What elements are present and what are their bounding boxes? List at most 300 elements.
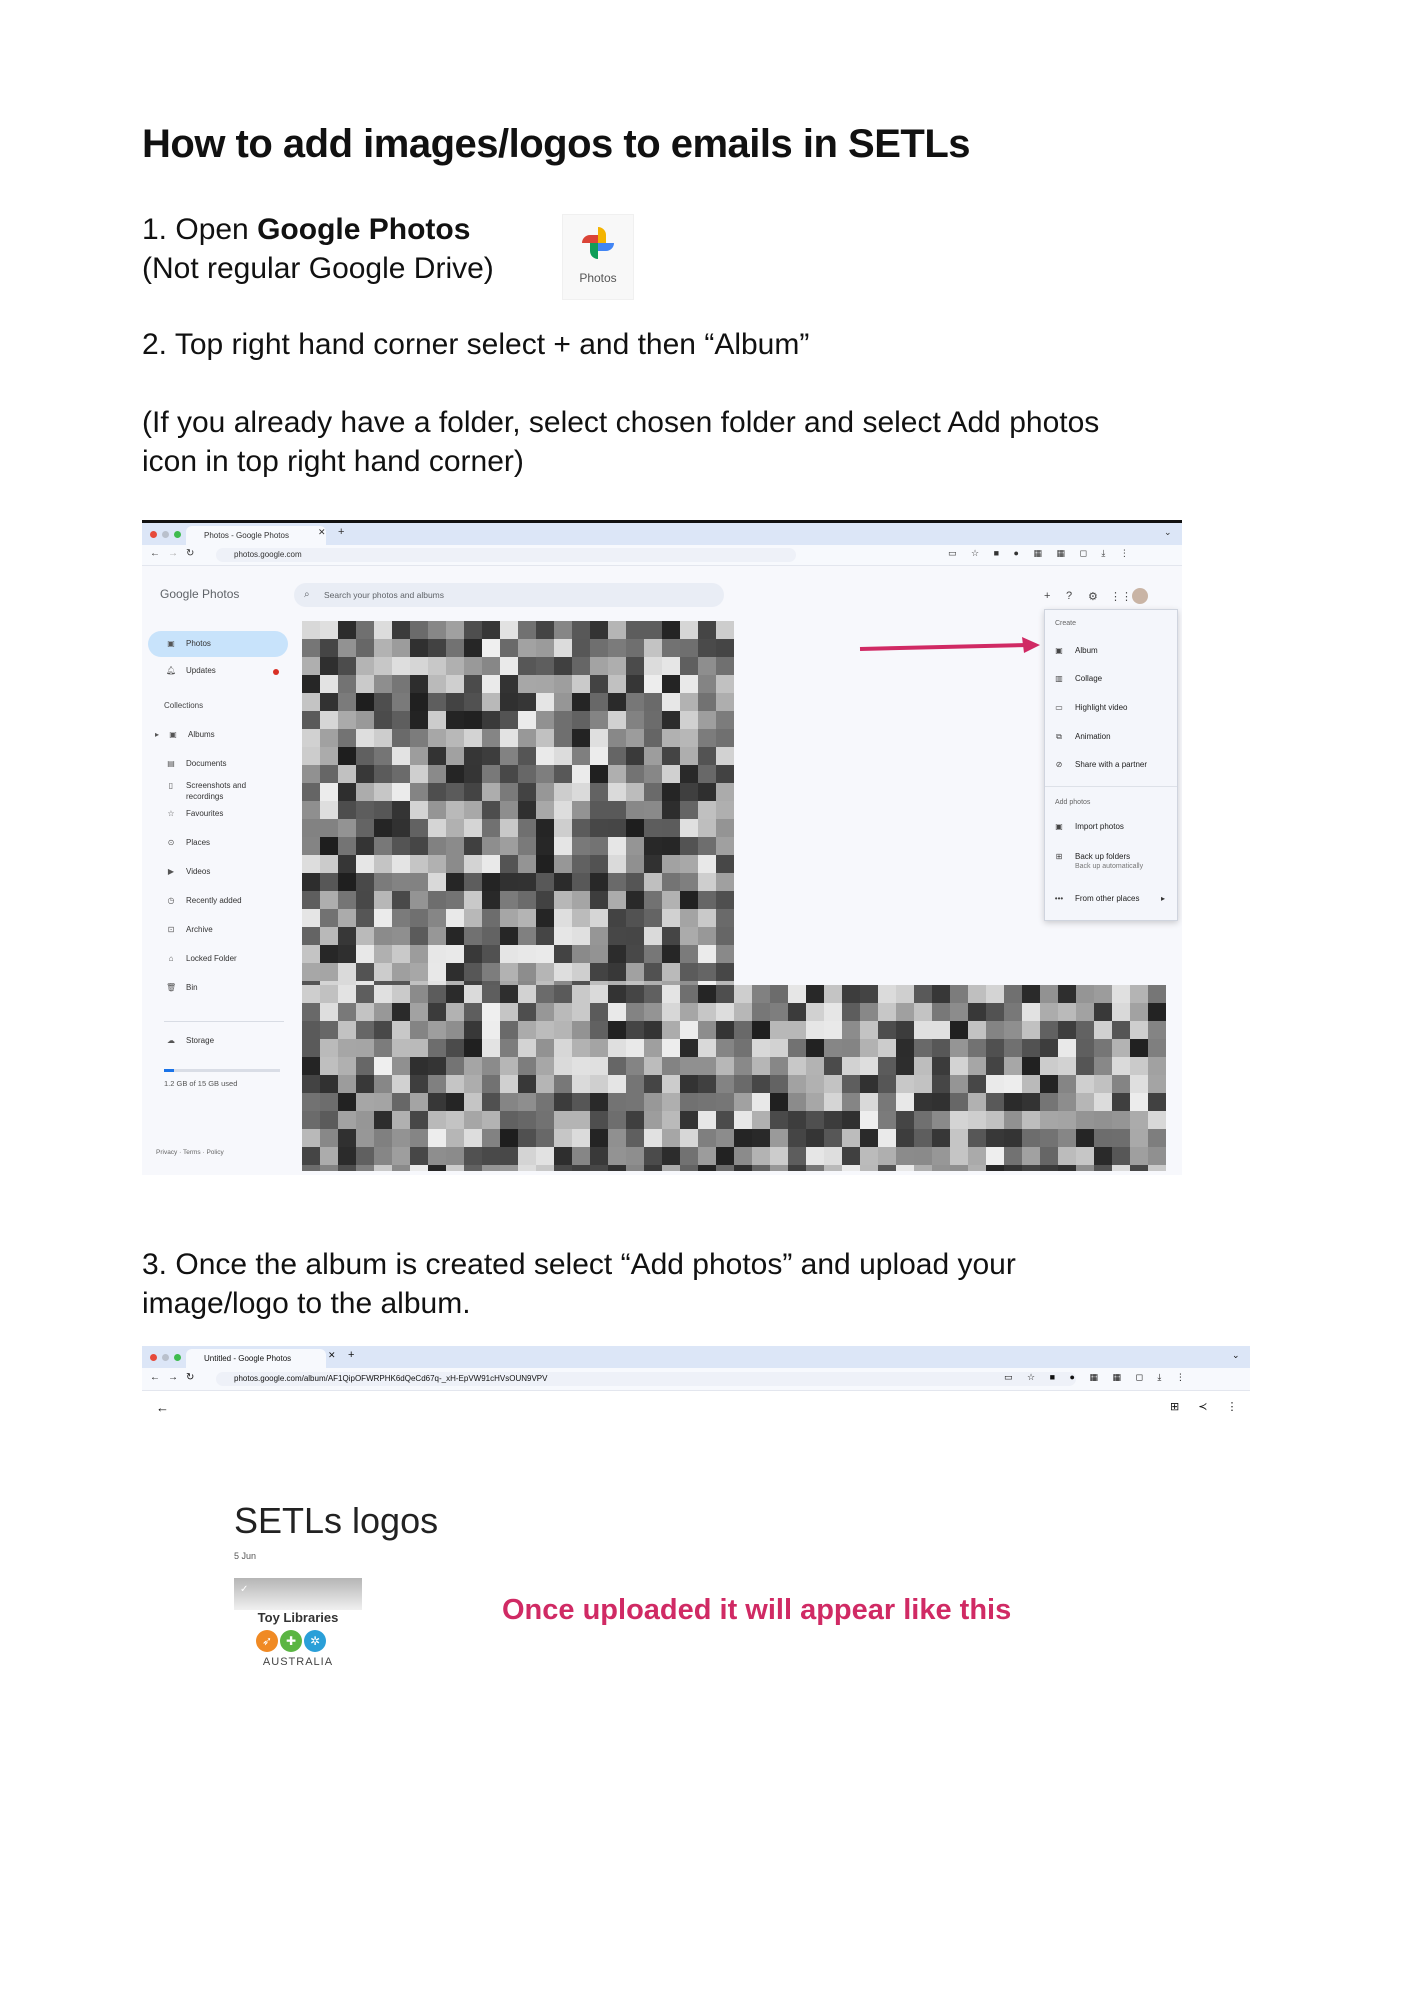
mosaic-tile: [950, 1129, 968, 1147]
mosaic-tile: [626, 801, 644, 819]
mosaic-tile: [698, 891, 716, 909]
mosaic-tile: [932, 1093, 950, 1111]
apps-grid-icon[interactable]: ⋮⋮: [1110, 591, 1132, 603]
mosaic-tile: [662, 783, 680, 801]
mosaic-tile: [374, 711, 392, 729]
mosaic-tile: [860, 1165, 878, 1171]
mosaic-tile: [446, 639, 464, 657]
mosaic-tile: [554, 639, 572, 657]
mosaic-tile: [392, 819, 410, 837]
mosaic-tile: [932, 1057, 950, 1075]
mosaic-tile: [410, 1111, 428, 1129]
mosaic-tile: [374, 909, 392, 927]
mosaic-tile: [464, 1057, 482, 1075]
mosaic-tile: [626, 747, 644, 765]
mosaic-tile: [572, 1129, 590, 1147]
mosaic-tile: [356, 909, 374, 927]
close-window-dot[interactable]: [150, 531, 157, 538]
mosaic-tile: [626, 711, 644, 729]
mosaic-tile: [464, 711, 482, 729]
browser-toolbar-icons[interactable]: ▭ ☆ ■ ● ▦ ▦ ◻ ⤓ ⋮: [948, 548, 1135, 558]
mosaic-tile: [428, 1111, 446, 1129]
mosaic-tile: [1130, 1129, 1148, 1147]
mosaic-tile: [392, 765, 410, 783]
mosaic-tile: [1040, 1111, 1058, 1129]
mosaic-tile: [572, 639, 590, 657]
sidebar-item-locked-folder[interactable]: [166, 954, 237, 963]
mosaic-tile: [698, 675, 716, 693]
sidebar-item-videos[interactable]: [166, 867, 210, 876]
mosaic-tile: [590, 801, 608, 819]
mosaic-tile: [698, 1165, 716, 1171]
mosaic-tile: [464, 855, 482, 873]
sidebar-item-documents[interactable]: [166, 759, 226, 768]
mosaic-tile: [500, 783, 518, 801]
menu-item-album[interactable]: [1053, 646, 1098, 655]
mosaic-tile: [932, 985, 950, 1003]
mosaic-tile: [446, 801, 464, 819]
mosaic-tile: [788, 1021, 806, 1039]
mosaic-tile: [806, 1147, 824, 1165]
sidebar-item-favourites[interactable]: [166, 809, 223, 818]
mosaic-tile: [1148, 1075, 1166, 1093]
mosaic-tile: [608, 1093, 626, 1111]
mosaic-tile: [428, 855, 446, 873]
mosaic-tile: [410, 765, 428, 783]
mosaic-tile: [860, 1075, 878, 1093]
reload-icon[interactable]: ↻: [186, 1372, 195, 1383]
mosaic-tile: [626, 675, 644, 693]
mosaic-tile: [464, 963, 482, 981]
mosaic-tile: [716, 1075, 734, 1093]
mosaic-tile: [302, 945, 320, 963]
mosaic-tile: [392, 945, 410, 963]
mosaic-tile: [392, 657, 410, 675]
sidebar-item-archive[interactable]: [166, 925, 213, 934]
mosaic-tile: [320, 1003, 338, 1021]
mosaic-tile: [554, 747, 572, 765]
close-window-dot[interactable]: [150, 1354, 157, 1361]
mosaic-tile: [392, 747, 410, 765]
mosaic-tile: [374, 1039, 392, 1057]
settings-icon[interactable]: ⚙: [1088, 591, 1098, 603]
mosaic-tile: [824, 1129, 842, 1147]
mosaic-tile: [338, 747, 356, 765]
mosaic-tile: [1076, 1111, 1094, 1129]
maximize-window-dot[interactable]: [174, 1354, 181, 1361]
menu-item-collage[interactable]: [1053, 674, 1102, 683]
mosaic-tile: [302, 801, 320, 819]
footer-links[interactable]: Privacy · Terms · Policy: [156, 1149, 224, 1156]
mosaic-tile: [896, 1039, 914, 1057]
mosaic-tile: [374, 657, 392, 675]
sidebar-item-label: Updates: [186, 666, 216, 675]
menu-create-label: Create: [1055, 620, 1077, 627]
mosaic-tile: [662, 657, 680, 675]
mosaic-tile: [698, 639, 716, 657]
new-tab-icon[interactable]: +: [338, 526, 345, 538]
menu-item-share-partner[interactable]: [1053, 760, 1147, 769]
mosaic-tile: [590, 1039, 608, 1057]
mosaic-tile: [464, 1129, 482, 1147]
menu-item-highlight-video[interactable]: [1053, 703, 1127, 712]
mosaic-tile: [698, 711, 716, 729]
mosaic-tile: [716, 1165, 734, 1171]
archive-icon: ⊡: [167, 925, 175, 934]
mosaic-tile: [968, 985, 986, 1003]
album-actions-icons[interactable]: ⊞ ≺ ⋮: [1170, 1401, 1246, 1413]
menu-item-back-up-folders[interactable]: [1053, 852, 1143, 870]
mosaic-tile: [356, 1057, 374, 1075]
mosaic-tile: [788, 1057, 806, 1075]
mosaic-tile: [626, 873, 644, 891]
mosaic-tile: [374, 985, 392, 1003]
reload-icon[interactable]: ↻: [186, 548, 195, 559]
mosaic-tile: [392, 891, 410, 909]
album-back-arrow-icon[interactable]: ←: [156, 1400, 169, 1415]
mosaic-tile: [608, 711, 626, 729]
mosaic-tile: [518, 1003, 536, 1021]
mosaic-tile: [500, 1129, 518, 1147]
mosaic-tile: [338, 1039, 356, 1057]
sidebar-item-screenshots[interactable]: [166, 781, 246, 790]
mosaic-tile: [410, 909, 428, 927]
mosaic-tile: [554, 657, 572, 675]
mosaic-tile: [644, 945, 662, 963]
sidebar-item-updates[interactable]: [166, 666, 216, 675]
mosaic-tile: [536, 985, 554, 1003]
mosaic-tile: [320, 819, 338, 837]
share-partner-icon: ⊘: [1055, 760, 1063, 769]
mosaic-tile: [446, 891, 464, 909]
mosaic-tile: [716, 783, 734, 801]
mosaic-tile: [410, 657, 428, 675]
mosaic-tile: [302, 1147, 320, 1165]
mosaic-tile: [302, 693, 320, 711]
blurred-photo-grid-top: [302, 621, 734, 993]
add-icon[interactable]: +: [1044, 590, 1051, 602]
mosaic-tile: [590, 963, 608, 981]
mosaic-tile: [500, 1003, 518, 1021]
sidebar-item-recently-added[interactable]: [166, 896, 242, 905]
mosaic-tile: [410, 891, 428, 909]
mosaic-tile: [806, 1039, 824, 1057]
mosaic-tile: [1112, 1003, 1130, 1021]
mosaic-tile: [932, 1021, 950, 1039]
mosaic-tile: [698, 1039, 716, 1057]
mosaic-tile: [680, 873, 698, 891]
album-screenshot: [142, 1346, 1250, 1426]
menu-item-import-photos[interactable]: [1053, 822, 1124, 831]
mosaic-tile: [968, 1147, 986, 1165]
mosaic-tile: [302, 985, 320, 1003]
mosaic-tile: [662, 711, 680, 729]
mosaic-tile: [590, 1093, 608, 1111]
mosaic-tile: [644, 837, 662, 855]
mosaic-tile: [698, 855, 716, 873]
mosaic-tile: [374, 675, 392, 693]
sidebar-item-bin[interactable]: [166, 983, 198, 992]
mosaic-tile: [356, 1039, 374, 1057]
check-circle-icon[interactable]: ✓: [240, 1584, 249, 1595]
mosaic-tile: [356, 985, 374, 1003]
mosaic-tile: [608, 855, 626, 873]
rocket-icon: ➶: [256, 1630, 278, 1652]
mosaic-tile: [716, 711, 734, 729]
step-1: [142, 210, 470, 249]
menu-item-other-places[interactable]: [1053, 894, 1139, 903]
mosaic-tile: [554, 783, 572, 801]
maximize-window-dot[interactable]: [174, 531, 181, 538]
mosaic-tile: [662, 819, 680, 837]
mosaic-tile: [338, 927, 356, 945]
minimize-window-dot[interactable]: [162, 1354, 169, 1361]
mosaic-tile: [302, 819, 320, 837]
mosaic-tile: [338, 1111, 356, 1129]
mosaic-tile: [986, 1075, 1004, 1093]
mosaic-tile: [446, 1039, 464, 1057]
mosaic-tile: [446, 657, 464, 675]
mosaic-tile: [1004, 1021, 1022, 1039]
photos-app-icon: [562, 214, 634, 300]
mosaic-tile: [572, 1093, 590, 1111]
back-arrow-icon[interactable]: ←: [150, 1372, 160, 1383]
mosaic-tile: [320, 963, 338, 981]
mosaic-tile: [662, 1057, 680, 1075]
menu-item-animation[interactable]: [1053, 732, 1111, 742]
mosaic-tile: [554, 711, 572, 729]
mosaic-tile: [716, 729, 734, 747]
page-title: How to add images/logos to emails in SETLs: [142, 122, 971, 166]
mosaic-tile: [374, 819, 392, 837]
mosaic-tile: [536, 711, 554, 729]
mosaic-tile: [824, 1147, 842, 1165]
mosaic-tile: [608, 1039, 626, 1057]
mosaic-tile: [1040, 1021, 1058, 1039]
mosaic-tile: [680, 639, 698, 657]
logo-thumbnail[interactable]: [234, 1578, 362, 1676]
close-tab-icon[interactable]: ✕: [318, 527, 326, 537]
mosaic-tile: [482, 747, 500, 765]
mosaic-tile: [1076, 1057, 1094, 1075]
mosaic-tile: [482, 837, 500, 855]
chevron-down-icon[interactable]: ⌄: [1164, 527, 1172, 537]
mosaic-tile: [554, 729, 572, 747]
chevron-down-icon[interactable]: ⌄: [1232, 1350, 1240, 1360]
mosaic-tile: [410, 1057, 428, 1075]
mosaic-tile: [518, 1093, 536, 1111]
mosaic-tile: [572, 1057, 590, 1075]
mosaic-tile: [770, 1057, 788, 1075]
mosaic-tile: [410, 873, 428, 891]
gear-icon: ✲: [304, 1630, 326, 1652]
new-tab-icon[interactable]: +: [348, 1349, 355, 1361]
google-photos-logo[interactable]: Google Photos: [160, 587, 240, 601]
mosaic-tile: [932, 1129, 950, 1147]
mosaic-tile: [446, 1147, 464, 1165]
mosaic-tile: [716, 927, 734, 945]
mosaic-tile: [590, 891, 608, 909]
mosaic-tile: [518, 693, 536, 711]
mosaic-tile: [554, 963, 572, 981]
mosaic-tile: [302, 1111, 320, 1129]
mosaic-tile: [356, 891, 374, 909]
mosaic-tile: [554, 945, 572, 963]
mosaic-tile: [572, 765, 590, 783]
mosaic-tile: [608, 765, 626, 783]
mosaic-tile: [374, 621, 392, 639]
mosaic-tile: [590, 693, 608, 711]
mosaic-tile: [950, 1057, 968, 1075]
close-tab-icon[interactable]: ✕: [328, 1350, 336, 1360]
mosaic-tile: [410, 1129, 428, 1147]
browser-toolbar-icons[interactable]: ▭ ☆ ■ ● ▦ ▦ ◻ ⤓ ⋮: [1004, 1372, 1191, 1382]
mosaic-tile: [500, 675, 518, 693]
mosaic-tile: [302, 1075, 320, 1093]
mosaic-tile: [356, 675, 374, 693]
mosaic-tile: [410, 639, 428, 657]
mosaic-tile: [860, 1057, 878, 1075]
album-title[interactable]: SETLs logos: [234, 1500, 439, 1541]
mosaic-tile: [698, 729, 716, 747]
mosaic-tile: [626, 1111, 644, 1129]
mosaic-tile: [626, 1075, 644, 1093]
mosaic-tile: [356, 927, 374, 945]
mosaic-tile: [410, 1075, 428, 1093]
url-field[interactable]: photos.google.com/album/AF1QipOFWRPHK6dQeCd67q-_xH-EpVW91cHVsOUN9VPV: [216, 1372, 1076, 1386]
avatar[interactable]: [1132, 588, 1148, 604]
mosaic-tile: [446, 729, 464, 747]
mosaic-tile: [608, 819, 626, 837]
mosaic-tile: [374, 1075, 392, 1093]
sidebar-item-photos[interactable]: [166, 639, 211, 648]
mosaic-tile: [572, 1075, 590, 1093]
mosaic-tile: [356, 945, 374, 963]
browser-tab[interactable]: Photos - Google Photos: [186, 526, 326, 545]
mosaic-tile: [842, 1129, 860, 1147]
mosaic-tile: [644, 1147, 662, 1165]
mosaic-tile: [716, 747, 734, 765]
mosaic-tile: [320, 693, 338, 711]
mosaic-tile: [464, 639, 482, 657]
mosaic-tile: [716, 1039, 734, 1057]
mosaic-tile: [590, 945, 608, 963]
browser-tab[interactable]: Untitled - Google Photos: [186, 1349, 326, 1368]
mosaic-tile: [626, 985, 644, 1003]
step-2: 2. Top right hand corner select + and then “Album”: [142, 328, 810, 361]
search-placeholder: Search your photos and albums: [324, 590, 445, 600]
mosaic-tile: [824, 985, 842, 1003]
mosaic-tile: [536, 945, 554, 963]
mosaic-tile: [536, 873, 554, 891]
sidebar-item-storage[interactable]: [166, 1036, 214, 1045]
mosaic-tile: [536, 1093, 554, 1111]
mosaic-tile: [1058, 1039, 1076, 1057]
menu-item-label: Highlight video: [1075, 703, 1128, 712]
mosaic-tile: [680, 1021, 698, 1039]
mosaic-tile: [320, 801, 338, 819]
mosaic-tile: [770, 985, 788, 1003]
mosaic-tile: [320, 675, 338, 693]
mosaic-tile: [896, 1129, 914, 1147]
mosaic-tile: [464, 1021, 482, 1039]
trash-icon: 🗑︎: [166, 983, 177, 992]
mosaic-tile: [590, 1129, 608, 1147]
mosaic-tile: [608, 1021, 626, 1039]
mosaic-tile: [338, 1057, 356, 1075]
document-icon: ▤: [167, 759, 175, 768]
mosaic-tile: [1022, 1093, 1040, 1111]
mosaic-tile: [356, 729, 374, 747]
mosaic-tile: [482, 1129, 500, 1147]
mosaic-tile: [446, 927, 464, 945]
mosaic-tile: [536, 1147, 554, 1165]
search-input[interactable]: [294, 583, 724, 607]
mosaic-tile: [662, 1165, 680, 1171]
mosaic-tile: [446, 873, 464, 891]
back-arrow-icon[interactable]: ←: [150, 548, 160, 559]
mosaic-tile: [860, 1093, 878, 1111]
mosaic-tile: [374, 1165, 392, 1171]
mosaic-tile: [482, 945, 500, 963]
mosaic-tile: [590, 819, 608, 837]
mosaic-tile: [482, 1075, 500, 1093]
mosaic-tile: [518, 945, 536, 963]
sidebar-item-albums[interactable]: [154, 730, 215, 739]
mosaic-tile: [734, 1039, 752, 1057]
mosaic-tile: [338, 985, 356, 1003]
mosaic-tile: [788, 1111, 806, 1129]
mosaic-tile: [302, 1021, 320, 1039]
help-icon[interactable]: ?: [1066, 590, 1073, 602]
mosaic-tile: [680, 927, 698, 945]
mosaic-tile: [662, 927, 680, 945]
sidebar-item-places[interactable]: [166, 838, 210, 847]
mosaic-tile: [608, 1003, 626, 1021]
mosaic-tile: [428, 1165, 446, 1171]
expand-arrow-icon[interactable]: ▸: [154, 730, 159, 739]
mosaic-tile: [320, 783, 338, 801]
mosaic-tile: [626, 1147, 644, 1165]
pin-icon: ⊙: [167, 838, 175, 847]
mosaic-tile: [590, 855, 608, 873]
mosaic-tile: [1040, 1147, 1058, 1165]
forward-arrow-icon[interactable]: →: [168, 1372, 178, 1383]
mosaic-tile: [392, 621, 410, 639]
mosaic-tile: [644, 711, 662, 729]
mosaic-tile: [716, 1093, 734, 1111]
mosaic-tile: [410, 747, 428, 765]
mosaic-tile: [680, 891, 698, 909]
forward-arrow-icon[interactable]: →: [168, 548, 178, 559]
mosaic-tile: [1058, 1129, 1076, 1147]
mosaic-tile: [572, 873, 590, 891]
mosaic-tile: [752, 1003, 770, 1021]
mosaic-tile: [536, 657, 554, 675]
mosaic-tile: [518, 747, 536, 765]
minimize-window-dot[interactable]: [162, 531, 169, 538]
mosaic-tile: [734, 1147, 752, 1165]
mosaic-tile: [374, 873, 392, 891]
mosaic-tile: [986, 1003, 1004, 1021]
mosaic-tile: [1076, 1075, 1094, 1093]
url-field[interactable]: photos.google.com: [216, 548, 796, 562]
puzzle-icon: ✚: [280, 1630, 302, 1652]
mosaic-tile: [392, 963, 410, 981]
mosaic-tile: [554, 1039, 572, 1057]
mosaic-tile: [482, 963, 500, 981]
mosaic-tile: [338, 783, 356, 801]
